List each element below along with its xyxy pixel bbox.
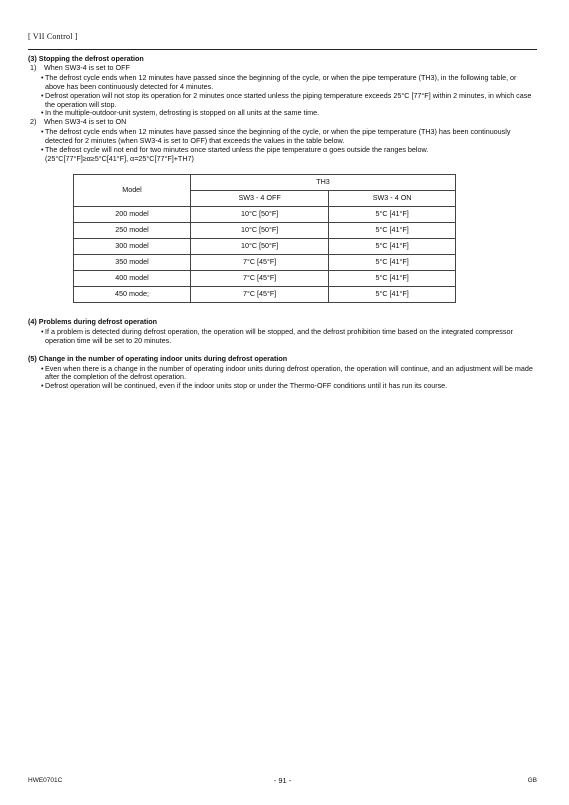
- section-title: (4) Problems during defrost operation: [28, 316, 157, 326]
- bullet-list: [28, 328, 538, 346]
- on-cell: 5°C [41°F]: [329, 270, 456, 286]
- table-header-row: [74, 174, 456, 190]
- table-row: [74, 222, 456, 238]
- off-cell: 7°C [45°F]: [191, 270, 329, 286]
- on-cell: 5°C [41°F]: [329, 286, 456, 302]
- subsection-number: 2): [30, 117, 37, 127]
- model-header: Model: [74, 174, 191, 206]
- spacer: [28, 303, 538, 318]
- list-item: • Defrost operation will be continued, even if the indoor units stop or under the Thermo-OFF conditions until it has run its course.: [28, 382, 538, 391]
- list-item: • The defrost cycle ends when 12 minutes have passed since the beginning of the cycle, or when the pipe temperature (TH3), in the following table, or above has been continuously detected for 4 minutes.: [28, 74, 538, 92]
- subsection-number: 1): [30, 62, 37, 72]
- list-item: • Even when there is a change in the number of operating indoor units during defrost operation, the operation will continue, and an adjustment will be made after the completion of the defrost operation.: [28, 365, 538, 383]
- region-code: GB: [527, 777, 537, 784]
- on-cell: 5°C [41°F]: [329, 206, 456, 222]
- off-cell: 10°C [50°F]: [191, 206, 329, 222]
- on-cell: 5°C [41°F]: [329, 222, 456, 238]
- subsection-title: When SW3-4 is set to OFF: [44, 62, 130, 72]
- section-stopping-defrost: [28, 55, 538, 303]
- header-divider: [28, 49, 537, 50]
- sw3-4-on-header: SW3 - 4 ON: [329, 190, 456, 206]
- list-item: • Defrost operation will not stop its operation for 2 minutes once started unless the piping temperature exceeds 25°C [77°F] within 2 minutes, in which case the operation will stop.: [28, 92, 538, 110]
- list-item: • The defrost cycle ends when 12 minutes have passed since the beginning of the cycle, or when the pipe temperature (TH3) has been continuously detected for 2 minutes (when SW3-4 is set to OFF) that exceeds the values in the table below.: [28, 128, 538, 146]
- off-cell: 7°C [45°F]: [191, 286, 329, 302]
- off-cell: 7°C [45°F]: [191, 254, 329, 270]
- section-title: (5) Change in the number of operating indoor units during defrost operation: [28, 353, 288, 363]
- model-cell: 300 model: [74, 238, 191, 254]
- table-row: [74, 206, 456, 222]
- section-problems-during-defrost: [28, 318, 538, 346]
- chapter-label: [ VII Control ]: [28, 32, 78, 41]
- list-item: • The defrost cycle will not end for two minutes once started unless the pipe temperature α goes outside the ranges below.: [28, 146, 538, 155]
- model-cell: 200 model: [74, 206, 191, 222]
- sw3-4-off-header: SW3 - 4 OFF: [191, 190, 329, 206]
- th3-header: TH3: [191, 174, 456, 190]
- table-row: [74, 238, 456, 254]
- page-content: [28, 55, 538, 391]
- bullet-list: [28, 128, 538, 155]
- model-cell: 450 mode;: [74, 286, 191, 302]
- table-row: [74, 286, 456, 302]
- section-indoor-unit-change: [28, 355, 538, 392]
- document-code: HWE0701C: [28, 777, 63, 784]
- section-title: (3) Stopping the defrost operation: [28, 54, 144, 63]
- off-cell: 10°C [50°F]: [191, 238, 329, 254]
- list-item: • In the multiple-outdoor-unit system, defrosting is stopped on all units at the same time.: [28, 109, 538, 118]
- on-cell: 5°C [41°F]: [329, 238, 456, 254]
- model-cell: 400 model: [74, 270, 191, 286]
- bullet-list: [28, 365, 538, 392]
- off-cell: 10°C [50°F]: [191, 222, 329, 238]
- page-number: - 91 -: [273, 776, 292, 785]
- range-note: (25°C[77°F]≥α≥5°C[41°F], α=25°C[77°F]+TH7): [45, 153, 194, 163]
- table-row: [74, 254, 456, 270]
- model-cell: 350 model: [74, 254, 191, 270]
- bullet-list: [28, 74, 538, 119]
- th3-table: [73, 174, 456, 303]
- subsection-sw3-4-off: [30, 64, 538, 73]
- subsection-sw3-4-on: [30, 118, 538, 127]
- list-item: • If a problem is detected during defrost operation, the operation will be stopped, and the defrost prohibition time based on the integrated compressor operation time will be set to 20 minutes.: [28, 328, 538, 346]
- on-cell: 5°C [41°F]: [329, 254, 456, 270]
- subsection-title: When SW3-4 is set to ON: [44, 117, 127, 127]
- table-row: [74, 270, 456, 286]
- model-cell: 250 model: [74, 222, 191, 238]
